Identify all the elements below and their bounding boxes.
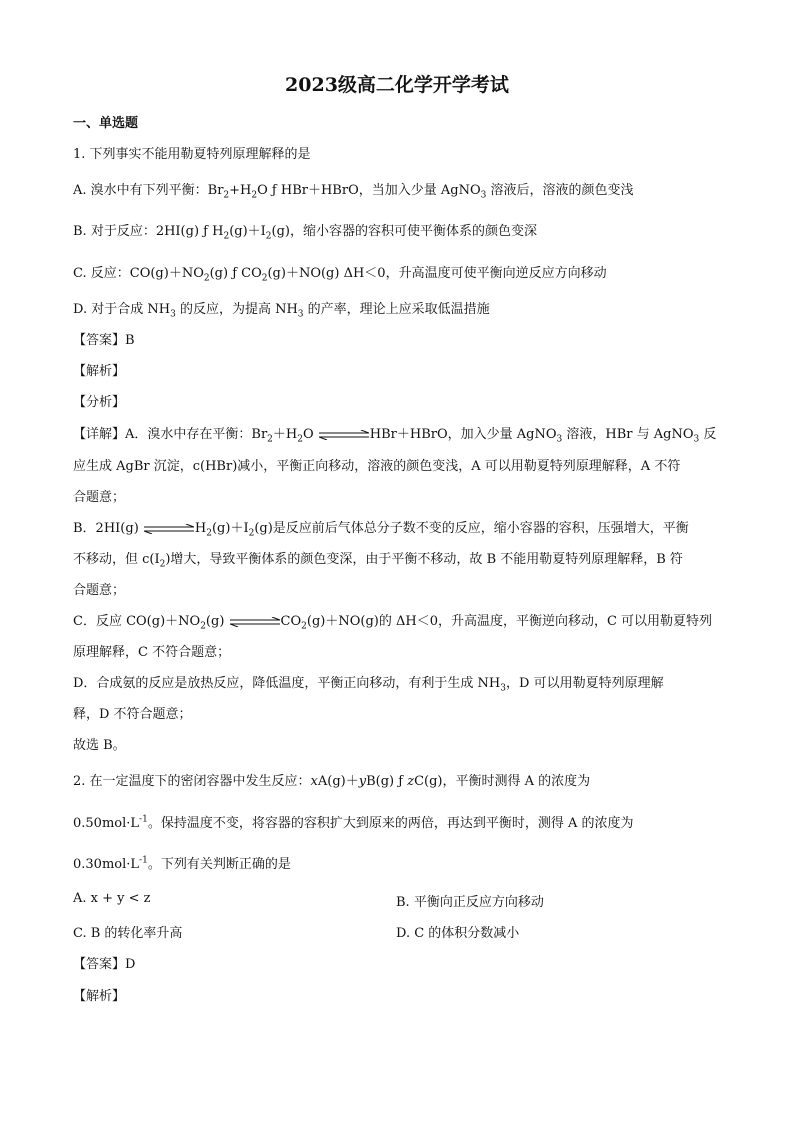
q2-option-d: D. C 的体积分数减小: [396, 926, 520, 941]
q2-analysis-label: 【解析】: [73, 989, 126, 1004]
q2-option-c: C. B 的转化率升高: [73, 926, 183, 941]
q1-detail-line5: 不移动，但 $c(I_2)$增大，导致平衡体系的颜色变深，由于平衡不移动，故 B 不能用勒夏特列原理解释，B 符: [73, 552, 683, 570]
section-heading: 一、单选题: [73, 116, 139, 131]
q1-analysis-label: 【解析】: [73, 364, 126, 379]
equilibrium-arrow-icon: [144, 524, 194, 534]
q1-detail-line2: 应生成 AgBr 沉淀，c(HBr)减小，平衡正向移动，溶液的颜色变浅，A 可以用勒夏特列原理解释，A 不符: [73, 459, 681, 474]
equilibrium-arrow-icon: [319, 430, 369, 440]
page-title: 2023级高二化学开学考试: [285, 74, 509, 96]
q2-stem-line3: $0.30mol\cdot L^{-1}$。下列有关判断正确的是: [73, 855, 291, 872]
q1-detail-line7: C．反应 $CO(g)+NO_2(g)$ $CO_2(g)+NO(g)$的 ΔH＜0，升高温度，平衡逆向移动，C 可以用勒夏特列: [73, 614, 713, 632]
q2-answer: 【答案】D: [73, 957, 136, 972]
q1-option-d: D. 对于合成 $NH_3$ 的反应，为提高 $NH_3$ 的产率，理论上应采取低温措施: [73, 302, 490, 320]
q1-detail-line8: 原理解释，C 不符合题意；: [73, 645, 231, 660]
q1-option-c: C. 反应：$CO(g)+NO_2(g)$ ƒ $CO_2(g)+NO(g)$ ΔH＜0，升高温度可使平衡向逆反应方向移动: [73, 266, 607, 284]
q2-stem-line2: $0.50mol\cdot L^{-1}$。保持温度不变，将容器的容积扩大到原来的两倍，再达到平衡时，测得 A 的浓度为: [73, 814, 634, 831]
q2-option-a: A. x + y < z: [73, 891, 151, 906]
equilibrium-arrow-icon: [230, 617, 280, 627]
q1-detail-line10: 释，D 不符合题意；: [73, 707, 192, 722]
q1-detail-line9: D．合成氨的反应是放热反应，降低温度，平衡正向移动，有利于生成 $NH_3$，D 可以用勒夏特列原理解: [73, 676, 664, 694]
q1-option-a: A. 溴水中有下列平衡：$Br_2+H_2O$ ƒ HBr＋HBrO，当加入少量 AgNO$_3$ 溶液后，溶液的颜色变浅: [73, 183, 634, 201]
q1-fenxi-label: 【分析】: [73, 395, 126, 410]
q2-option-b: B. 平衡向正反应方向移动: [396, 895, 544, 910]
q2-stem-line1: 2. 在一定温度下的密闭容器中发生反应：xA(g)＋yB(g) ƒ zC(g)，平衡时测得 A 的浓度为: [73, 774, 591, 789]
q1-stem: 1. 下列事实不能用勒夏特列原理解释的是: [73, 147, 311, 162]
q1-detail-line3: 合题意；: [73, 490, 126, 505]
q1-detail-line1: 【详解】A．溴水中存在平衡：$Br_2+H_2O$ HBr＋HBrO，加入少量 AgNO$_3$ 溶液，HBr 与 AgNO$_3$ 反: [73, 427, 717, 445]
q1-detail-line6: 合题意；: [73, 583, 126, 598]
q1-detail-line4: B．2HI(g) $H_2(g)+I_2(g)$是反应前后气体总分子数不变的反应，缩小容器的容积，压强增大，平衡: [73, 521, 689, 539]
q1-option-b: B. 对于反应：2HI(g) ƒ $H_2(g)+I_2(g)$，缩小容器的容积可使平衡体系的颜色变深: [73, 224, 537, 242]
q1-answer: 【答案】B: [73, 333, 135, 348]
q1-conclusion: 故选 B。: [73, 738, 126, 753]
